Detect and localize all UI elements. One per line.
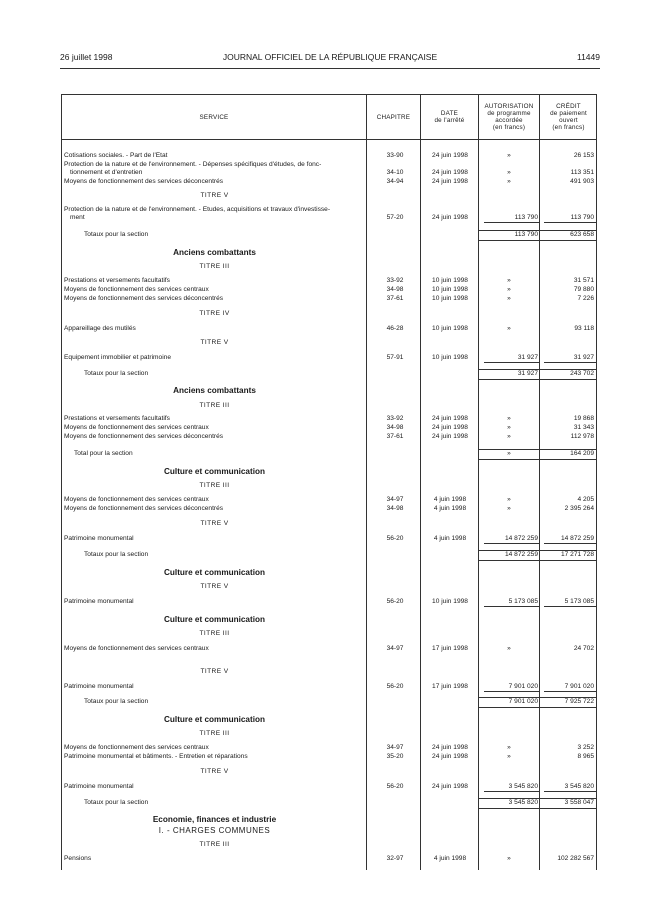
- service-label: Patrimoine monumental: [64, 535, 134, 542]
- service-label: Moyens de fonctionnement des services déconcentrés: [64, 433, 224, 440]
- service-cell: [64, 534, 364, 543]
- credit-cell: 7 901 020: [564, 683, 594, 690]
- chapitre-cell: 56-20: [386, 598, 404, 605]
- service-label: Totaux pour la section: [84, 370, 149, 377]
- credit-cell: 7 226: [577, 295, 594, 302]
- subtotal-rule: [484, 691, 539, 692]
- credit-cell: 79 880: [573, 286, 594, 293]
- credit-cell: 17 271 728: [560, 551, 594, 558]
- service-cell: [70, 213, 370, 222]
- chapitre-cell: 37-61: [386, 433, 404, 440]
- credit-cell: 93 118: [574, 325, 594, 332]
- subtotal-rule: [484, 791, 539, 792]
- service-cell: [64, 504, 364, 513]
- section-heading: Culture et communication: [164, 467, 265, 476]
- credit-cell: 3 252: [577, 744, 594, 751]
- credit-cell: 164 209: [570, 450, 594, 457]
- autorisation-cell: »: [507, 450, 511, 457]
- date-cell: 24 juin 1998: [432, 214, 468, 221]
- table-row: [62, 151, 596, 160]
- autorisation-cell: »: [507, 505, 511, 512]
- service-label: Moyens de fonctionnement des services déconcentrés: [64, 295, 224, 302]
- service-cell: [84, 230, 364, 239]
- service-label: Moyens de fonctionnement des services centraux: [64, 645, 209, 652]
- date-cell: 24 juin 1998: [432, 415, 468, 422]
- page-header: [60, 52, 600, 66]
- date-cell: 10 juin 1998: [432, 598, 468, 605]
- date-cell: 10 juin 1998: [432, 325, 468, 332]
- section-heading: Culture et communication: [164, 715, 265, 724]
- autorisation-cell: 3 545 820: [508, 783, 538, 790]
- total-box: [479, 449, 539, 460]
- service-cell: [74, 449, 354, 458]
- titre-heading: TITRE V: [200, 339, 229, 346]
- chapitre-cell: 34-98: [386, 424, 404, 431]
- service-label: Prestations et versements facultatifs: [64, 277, 170, 284]
- autorisation-cell: »: [507, 295, 511, 302]
- titre-heading: TITRE IV: [199, 310, 230, 317]
- header-rule: [60, 68, 600, 69]
- table-row: [62, 324, 596, 333]
- col-header-chapitre: CHAPITRE: [376, 113, 411, 121]
- chapitre-cell: 34-98: [386, 505, 404, 512]
- header-page-number: 11449: [576, 52, 600, 62]
- service-cell: [64, 752, 364, 761]
- header-date: 26 juillet 1998: [60, 52, 113, 62]
- autorisation-cell: 31 927: [517, 354, 538, 361]
- col-header-date: DATE de l'arrêté: [434, 110, 465, 124]
- credit-cell: 623 658: [570, 231, 594, 238]
- table-row: [62, 423, 596, 432]
- titre-heading: TITRE V: [200, 583, 229, 590]
- credits-table: [61, 94, 597, 870]
- autorisation-cell: »: [507, 424, 511, 431]
- autorisation-cell: »: [507, 415, 511, 422]
- table-row: [62, 743, 596, 752]
- total-box: [540, 798, 597, 809]
- service-label: Totaux pour la section: [84, 799, 149, 806]
- autorisation-cell: »: [507, 855, 511, 862]
- table-row: [62, 504, 596, 513]
- autorisation-cell: 31 927: [517, 370, 538, 377]
- subtotal-rule: [484, 362, 539, 363]
- table-row: [62, 782, 596, 791]
- service-label: Cotisations sociales. - Part de l'Etat: [64, 152, 168, 159]
- service-cell: [64, 423, 364, 432]
- total-box: [540, 230, 597, 241]
- autorisation-cell: »: [507, 178, 511, 185]
- date-cell: 24 juin 1998: [432, 753, 468, 760]
- table-row: [62, 168, 596, 177]
- chapitre-cell: 34-10: [386, 169, 404, 176]
- service-label: Totaux pour la section: [84, 551, 149, 558]
- date-cell: 4 juin 1998: [433, 496, 467, 503]
- service-cell: [70, 168, 370, 177]
- service-label: Moyens de fonctionnement des services centraux: [64, 286, 209, 293]
- service-label: Moyens de fonctionnement des services déconcentrés: [64, 505, 224, 512]
- date-cell: 24 juin 1998: [432, 433, 468, 440]
- date-cell: 24 juin 1998: [432, 783, 468, 790]
- titre-heading: TITRE V: [200, 192, 229, 199]
- chapitre-cell: 34-97: [386, 496, 404, 503]
- autorisation-cell: »: [507, 753, 511, 760]
- table-row: [62, 213, 596, 222]
- credit-cell: 243 702: [570, 370, 594, 377]
- total-box: [540, 369, 597, 380]
- autorisation-cell: 14 872 259: [504, 535, 538, 542]
- autorisation-cell: »: [507, 744, 511, 751]
- titre-heading: TITRE V: [200, 520, 229, 527]
- service-cell: [64, 285, 364, 294]
- table-row: [62, 432, 596, 441]
- table-row: [62, 597, 596, 606]
- col-header-service: SERVICE: [199, 113, 229, 121]
- table-row: [62, 294, 596, 303]
- service-label: Protection de la nature et de l'environnement. - Dépenses spécifiques d'études, de fonc-: [64, 161, 322, 168]
- table-row: [62, 752, 596, 761]
- credit-cell: 491 903: [570, 178, 594, 185]
- total-box: [479, 697, 539, 708]
- chapitre-cell: 57-20: [386, 214, 404, 221]
- service-cell: [64, 682, 364, 691]
- credit-cell: 8 965: [577, 753, 594, 760]
- credit-cell: 31 571: [573, 277, 594, 284]
- subtotal-rule: [544, 222, 596, 223]
- chapitre-cell: 56-20: [386, 535, 404, 542]
- service-label: tionnement et d'entretien: [70, 169, 143, 176]
- autorisation-cell: 113 790: [514, 214, 538, 221]
- service-label: Appareillage des mutilés: [64, 325, 136, 332]
- service-cell: [64, 151, 364, 160]
- credit-cell: 14 872 259: [560, 535, 594, 542]
- autorisation-cell: »: [507, 169, 511, 176]
- credit-cell: 5 173 085: [564, 598, 594, 605]
- date-cell: 17 juin 1998: [432, 645, 468, 652]
- service-label: Prestations et versements facultatifs: [64, 415, 170, 422]
- date-cell: 24 juin 1998: [432, 169, 468, 176]
- service-cell: [64, 782, 364, 791]
- dot-leader: [70, 219, 370, 220]
- subtotal-rule: [544, 791, 596, 792]
- total-box: [540, 697, 597, 708]
- service-label: Totaux pour la section: [84, 698, 149, 705]
- col-header-autorisation: AUTORISATION de programme accordée (en francs): [484, 103, 534, 131]
- credit-cell: 102 282 567: [557, 855, 594, 862]
- chapitre-cell: 56-20: [386, 683, 404, 690]
- credit-cell: 3 545 820: [564, 783, 594, 790]
- service-label: Total pour la section: [74, 450, 133, 457]
- chapitre-cell: 32-97: [386, 855, 404, 862]
- section-heading: Anciens combattants: [173, 248, 256, 257]
- service-label: Pensions: [64, 855, 92, 862]
- date-cell: 4 juin 1998: [433, 855, 467, 862]
- titre-heading: TITRE V: [200, 768, 229, 775]
- service-label: Moyens de fonctionnement des services centraux: [64, 496, 209, 503]
- autorisation-cell: »: [507, 496, 511, 503]
- service-cell: [84, 697, 364, 706]
- date-cell: 24 juin 1998: [432, 178, 468, 185]
- credit-cell: 19 868: [573, 415, 594, 422]
- table-row: [62, 285, 596, 294]
- chapitre-cell: 37-61: [386, 295, 404, 302]
- autorisation-cell: »: [507, 645, 511, 652]
- credit-cell: 3 558 047: [564, 799, 594, 806]
- table-row: [62, 854, 596, 863]
- titre-heading: TITRE III: [199, 841, 230, 848]
- service-cell: [64, 276, 364, 285]
- header-journal-title: JOURNAL OFFICIEL DE LA RÉPUBLIQUE FRANÇAISE: [222, 52, 438, 62]
- autorisation-cell: »: [507, 433, 511, 440]
- section-subheading: I. - CHARGES COMMUNES: [158, 826, 271, 835]
- table-row: [62, 644, 596, 653]
- date-cell: 4 juin 1998: [433, 535, 467, 542]
- chapitre-cell: 35-20: [386, 753, 404, 760]
- service-label: Equipement immobilier et patrimoine: [64, 354, 172, 361]
- credit-cell: 31 343: [573, 424, 594, 431]
- table-row: [62, 495, 596, 504]
- section-heading: Culture et communication: [164, 568, 265, 577]
- chapitre-cell: 33-90: [386, 152, 404, 159]
- table-row: [62, 353, 596, 362]
- service-cell: [84, 550, 364, 559]
- date-cell: 4 juin 1998: [433, 505, 467, 512]
- service-cell: [64, 294, 364, 303]
- total-box: [479, 369, 539, 380]
- credit-cell: 113 351: [570, 169, 594, 176]
- autorisation-cell: 5 173 085: [508, 598, 538, 605]
- service-cell: [84, 798, 364, 807]
- subtotal-rule: [484, 543, 539, 544]
- chapitre-cell: 56-20: [386, 783, 404, 790]
- autorisation-cell: 7 901 020: [508, 683, 538, 690]
- service-cell: [64, 324, 364, 333]
- total-box: [540, 449, 597, 460]
- date-cell: 24 juin 1998: [432, 424, 468, 431]
- service-cell: [64, 644, 364, 653]
- subtotal-rule: [544, 543, 596, 544]
- header-separator: [62, 139, 596, 140]
- table-row: [62, 534, 596, 543]
- total-box: [479, 550, 539, 561]
- chapitre-cell: 34-98: [386, 286, 404, 293]
- service-label: Protection de la nature et de l'environnement. - Etudes, acquisitions et travaux d'investisse-: [64, 206, 331, 213]
- service-label: Moyens de fonctionnement des services déconcentrés: [64, 178, 224, 185]
- service-label: Patrimoine monumental: [64, 683, 134, 690]
- service-label: Totaux pour la section: [84, 231, 149, 238]
- autorisation-cell: 14 872 259: [504, 551, 538, 558]
- titre-heading: TITRE III: [199, 402, 230, 409]
- chapitre-cell: 46-28: [386, 325, 404, 332]
- credit-cell: 26 153: [573, 152, 594, 159]
- date-cell: 24 juin 1998: [432, 152, 468, 159]
- service-cell: [64, 353, 364, 362]
- dot-leader: [64, 860, 364, 861]
- chapitre-cell: 57-91: [386, 354, 404, 361]
- service-cell: [64, 597, 364, 606]
- autorisation-cell: 3 545 820: [508, 799, 538, 806]
- table-row: [62, 414, 596, 423]
- date-cell: 10 juin 1998: [432, 286, 468, 293]
- section-heading: Economie, finances et industrie: [152, 815, 277, 824]
- titre-heading: TITRE III: [199, 263, 230, 270]
- autorisation-cell: »: [507, 152, 511, 159]
- service-label: Moyens de fonctionnement des services centraux: [64, 744, 209, 751]
- credit-cell: 7 925 722: [564, 698, 594, 705]
- autorisation-cell: 113 790: [514, 231, 538, 238]
- credit-cell: 113 790: [570, 214, 594, 221]
- titre-heading: TITRE III: [199, 630, 230, 637]
- subtotal-rule: [544, 362, 596, 363]
- total-box: [479, 230, 539, 241]
- service-cell: [84, 369, 364, 378]
- credit-cell: 4 205: [577, 496, 594, 503]
- subtotal-rule: [544, 691, 596, 692]
- subtotal-rule: [544, 606, 596, 607]
- service-cell: [64, 177, 364, 186]
- date-cell: 24 juin 1998: [432, 744, 468, 751]
- autorisation-cell: »: [507, 286, 511, 293]
- total-box: [540, 550, 597, 561]
- service-label: Patrimoine monumental: [64, 783, 134, 790]
- credit-cell: 112 978: [570, 433, 594, 440]
- subtotal-rule: [484, 222, 539, 223]
- subtotal-rule: [484, 606, 539, 607]
- service-label: ment: [70, 214, 85, 221]
- chapitre-cell: 34-97: [386, 645, 404, 652]
- autorisation-cell: 7 901 020: [508, 698, 538, 705]
- credit-cell: 24 702: [573, 645, 594, 652]
- service-label: Patrimoine monumental: [64, 598, 134, 605]
- date-cell: 10 juin 1998: [432, 295, 468, 302]
- table-row: [62, 177, 596, 186]
- autorisation-cell: »: [507, 277, 511, 284]
- service-label: Moyens de fonctionnement des services centraux: [64, 424, 209, 431]
- chapitre-cell: 34-94: [386, 178, 404, 185]
- service-cell: [64, 854, 364, 863]
- date-cell: 10 juin 1998: [432, 277, 468, 284]
- credit-cell: 2 395 264: [564, 505, 594, 512]
- service-cell: [64, 432, 364, 441]
- col-header-credit: CRÉDIT de paiement ouvert (en francs): [550, 103, 587, 131]
- service-label: Patrimoine monumental et bâtiments. - Entretien et réparations: [64, 753, 248, 760]
- date-cell: 10 juin 1998: [432, 354, 468, 361]
- date-cell: 17 juin 1998: [432, 683, 468, 690]
- titre-heading: TITRE III: [199, 730, 230, 737]
- credit-cell: 31 927: [573, 354, 594, 361]
- service-cell: [64, 414, 364, 423]
- chapitre-cell: 33-92: [386, 277, 404, 284]
- table-row: [62, 682, 596, 691]
- titre-heading: TITRE V: [200, 668, 229, 675]
- service-cell: [64, 495, 364, 504]
- chapitre-cell: 34-97: [386, 744, 404, 751]
- section-heading: Anciens combattants: [173, 386, 256, 395]
- total-box: [479, 798, 539, 809]
- autorisation-cell: »: [507, 325, 511, 332]
- table-row: [62, 276, 596, 285]
- titre-heading: TITRE III: [199, 482, 230, 489]
- section-heading: Culture et communication: [164, 615, 265, 624]
- chapitre-cell: 33-92: [386, 415, 404, 422]
- service-cell: [64, 743, 364, 752]
